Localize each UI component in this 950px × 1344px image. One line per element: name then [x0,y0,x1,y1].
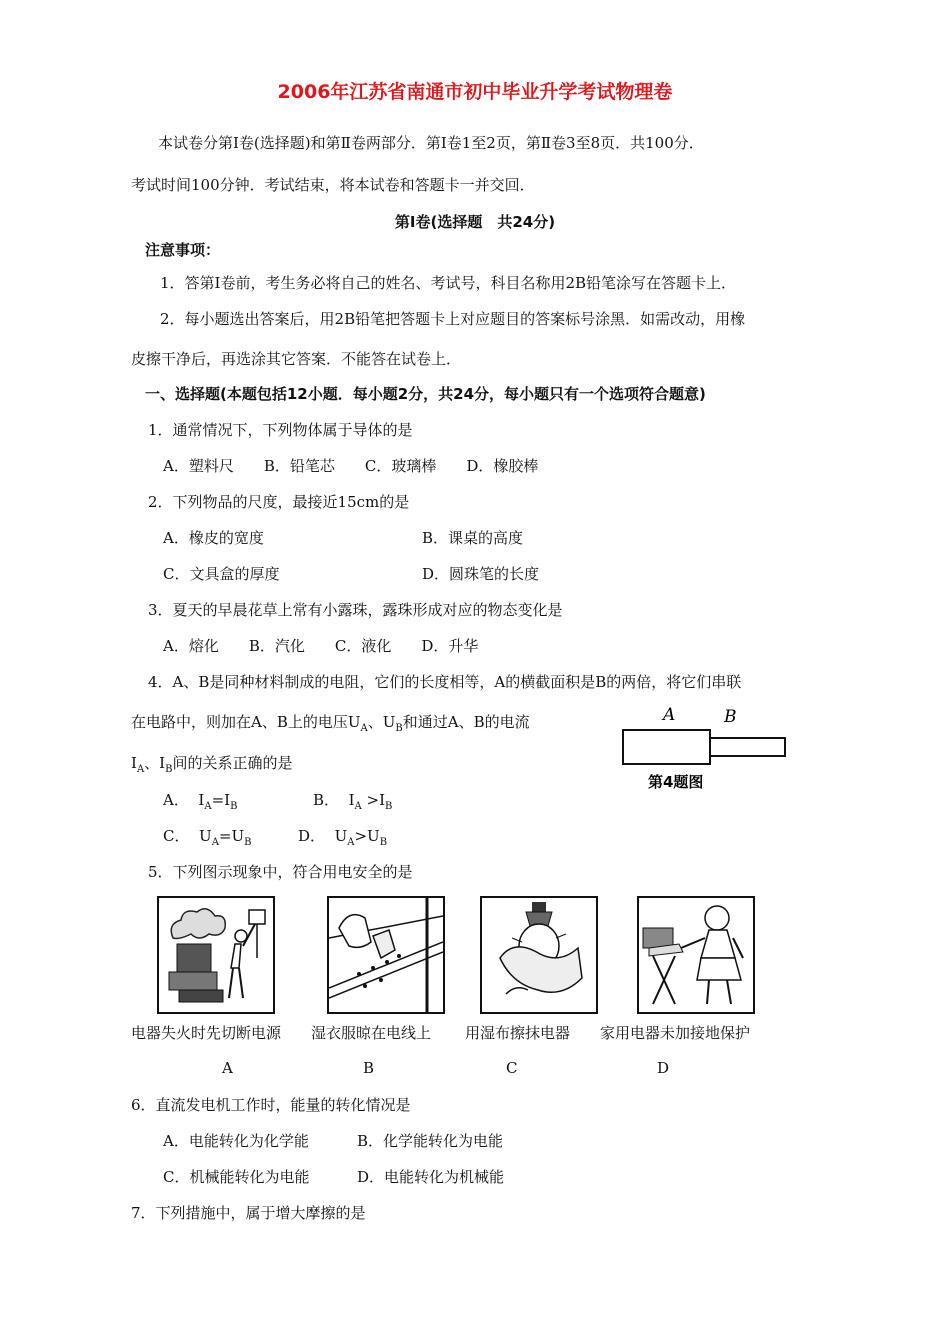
q5-picture-d [637,896,755,1014]
q5-caption-a: 电器失火时先切断电源 [131,1024,282,1042]
q4-option-c: C． $U_A=U_B$ [163,827,252,848]
q4-line-1: 4．A、B是同种材料制成的电阻，它们的长度相等，A的横截面积是B的两倍，将它们串联 [148,673,742,691]
fig-label-a: A [663,706,676,725]
q6-stem: 6．直流发电机工作时，能量的转化情况是 [131,1096,411,1114]
q4-option-b: B． $I_A >I_B$ [313,791,393,812]
page-title: 2006年江苏省南通市初中毕业升学考试物理卷 [277,81,673,103]
q1-stem: 1．通常情况下，下列物体属于导体的是 [148,421,413,439]
q7-stem: 7．下列措施中，属于增大摩擦的是 [131,1204,366,1222]
q6-option-b: B．化学能转化为电能 [357,1132,504,1150]
part1-heading: 第Ⅰ卷(选择题 共24分) [394,213,556,231]
q2-option-b: B．课桌的高度 [422,529,524,547]
q5-caption-d: 家用电器未加接地保护 [600,1024,751,1042]
q5-letter-a: A [222,1059,233,1077]
notice-item-2-line-2: 皮擦干净后，再选涂其它答案．不能答在试卷上． [131,350,462,368]
q6-option-d: D．电能转化为机械能 [357,1168,505,1186]
q5-caption-c: 用湿布擦抹电器 [465,1024,571,1042]
q4-option-d: D． $U_A>U_B$ [298,827,388,848]
notice-item-1: 1．答第Ⅰ卷前，考生务必将自己的姓名、考试号，科目名称用2B铅笔涂写在答题卡上． [160,274,737,292]
q6-option-c: C．机械能转化为电能 [163,1168,310,1186]
q5-letter-b: B [363,1059,375,1077]
notice-item-2-line-1: 2．每小题选出答案后，用2B铅笔把答题卡上对应题目的答案标号涂黑．如需改动，用橡 [160,310,746,328]
fig-label-b: B [724,707,737,727]
resistor-a [623,730,710,764]
q5-picture-a [157,896,275,1014]
q5-letter-d: D [657,1059,670,1077]
q2-option-a: A．橡皮的宽度 [163,529,264,547]
q5-picture-b [327,896,445,1014]
q2-option-c: C．文具盒的厚度 [163,565,280,583]
q6-option-a: A．电能转化为化学能 [163,1132,309,1150]
q2-option-d: D．圆珠笔的长度 [422,565,540,583]
q4-figure [618,706,793,796]
intro-line-2: 考试时间100分钟．考试结束，将本试卷和答题卡一并交回． [131,176,535,194]
resistor-b [710,738,785,756]
q5-caption-b: 湿衣服晾在电线上 [311,1024,432,1042]
intro-line-1: 本试卷分第Ⅰ卷(选择题)和第Ⅱ卷两部分．第Ⅰ卷1至2页，第Ⅱ卷3至8页．共100分． [158,134,704,152]
notice-heading: 注意事项： [145,241,221,259]
q4-line-2: 在电路中，则加在A、B上的电压$U_A$、$U_B$和通过A、B的电流 [131,713,530,734]
fig4-caption: 第4题图 [648,773,704,791]
q5-picture-c [480,896,598,1014]
q1-options: A．塑料尺 B．铅笔芯 C．玻璃棒 D．橡胶棒 [163,457,539,475]
q5-letter-c: C [506,1059,518,1077]
q4-option-a: A． $I_A=I_B$ [163,791,238,812]
q3-stem: 3．夏天的早晨花草上常有小露珠，露珠形成对应的物态变化是 [148,601,563,619]
section1-heading: 一、选择题(本题包括12小题．每小题2分，共24分，每小题只有一个选项符合题意) [145,385,706,403]
q5-stem: 5．下列图示现象中，符合用电安全的是 [148,863,413,881]
q2-stem: 2．下列物品的尺度，最接近15cm的是 [148,493,410,511]
q4-line-3: $I_A$、$I_B$间的关系正确的是 [131,754,293,775]
q3-options: A．熔化 B．汽化 C．液化 D．升华 [163,637,479,655]
